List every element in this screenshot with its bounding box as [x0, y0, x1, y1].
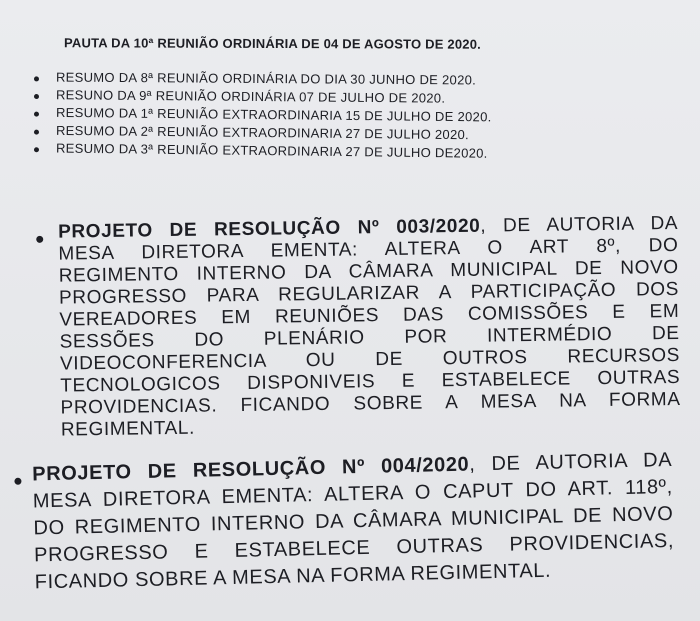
bullet-icon — [34, 94, 39, 99]
summary-text: RESUMO DA 2ª REUNIÃO EXTRAORDINARIA 27 DE JULHO 2020. — [55, 122, 470, 143]
project-text — [58, 213, 681, 442]
project-line-text: , DE AUTORIA DA — [480, 212, 679, 237]
project-heading: PROJETO DE RESOLUÇÃO Nº 004/2020 — [32, 453, 470, 486]
summary-text: RESUMO DA 8ª REUNIÃO ORDINÁRIA DO DIA 30 JUNHO DE 2020. — [55, 69, 477, 88]
project-item-004 — [8, 447, 688, 594]
project-line: PROGRESSO E ESTABELECE OUTRAS PROVIDENCIAS, — [33, 529, 675, 567]
project-line: REGIMENTO INTERNO DA CÂMARA MUNICIPAL DE NOVO — [58, 256, 679, 287]
summary-text: RESUMO DA 3ª REUNIÃO EXTRAORDINARIA 27 DE JULHO DE2020. — [55, 140, 488, 161]
summary-text: RESUMO DA 1ª REUNIÃO EXTRAORDINARIA 15 DE JULHO DE 2020. — [55, 104, 492, 125]
project-line: FICANDO SOBRE A MESA NA FORMA REGIMENTAL. — [34, 559, 552, 594]
project-heading: PROJETO DE RESOLUÇÃO Nº 003/2020 — [57, 215, 481, 243]
project-line: MESA DIRETORA EMENTA: ALTERA O ART 8º, DO — [58, 234, 679, 265]
bullet-icon — [14, 478, 21, 485]
project-line: SESSÕES DO PLENÁRIO POR INTERMÉDIO DE — [59, 322, 680, 353]
project-line: MESA DIRETORA EMENTA: ALTERA O CAPUT DO ART. 118º, — [32, 475, 673, 513]
project-text — [32, 447, 675, 596]
page-title: PAUTA DA 10ª REUNIÃO ORDINÁRIA DE 04 DE AGOSTO DE 2020. — [63, 35, 481, 52]
project-line: REGIMENTAL. — [60, 417, 196, 441]
project-line: PROGRESSO PARA REGULARIZAR A PARTICIPAÇÃO DOS — [58, 278, 680, 309]
bullet-icon — [34, 130, 39, 135]
bullet-icon — [34, 112, 39, 117]
project-line: DO REGIMENTO INTERNO DA CÂMARA MUNICIPAL DE NOVO — [33, 502, 674, 540]
summary-list — [30, 70, 492, 160]
project-item-003 — [28, 212, 681, 441]
project-line-text: , DE AUTORIA DA — [469, 448, 673, 476]
project-line: PROVIDENCIAS. FICANDO SOBRE A MESA NA FORMA — [60, 388, 681, 419]
bullet-icon — [34, 76, 39, 81]
project-line: VIDEOCONFERENCIA OU DE OUTROS RECURSOS — [59, 344, 681, 375]
bullet-icon — [36, 236, 43, 243]
project-line: VEREADORES EM REUNIÕES DAS COMISSÕES E EM — [59, 300, 680, 331]
bullet-icon — [34, 147, 39, 152]
project-line: TECNOLOGICOS DISPONIVEIS E ESTABELECE OUTRAS — [60, 366, 681, 397]
summary-text: RESUNO DA 9ª REUNIÃO ORDINÁRIA 07 DE JULHO DE 2020. — [55, 87, 446, 106]
